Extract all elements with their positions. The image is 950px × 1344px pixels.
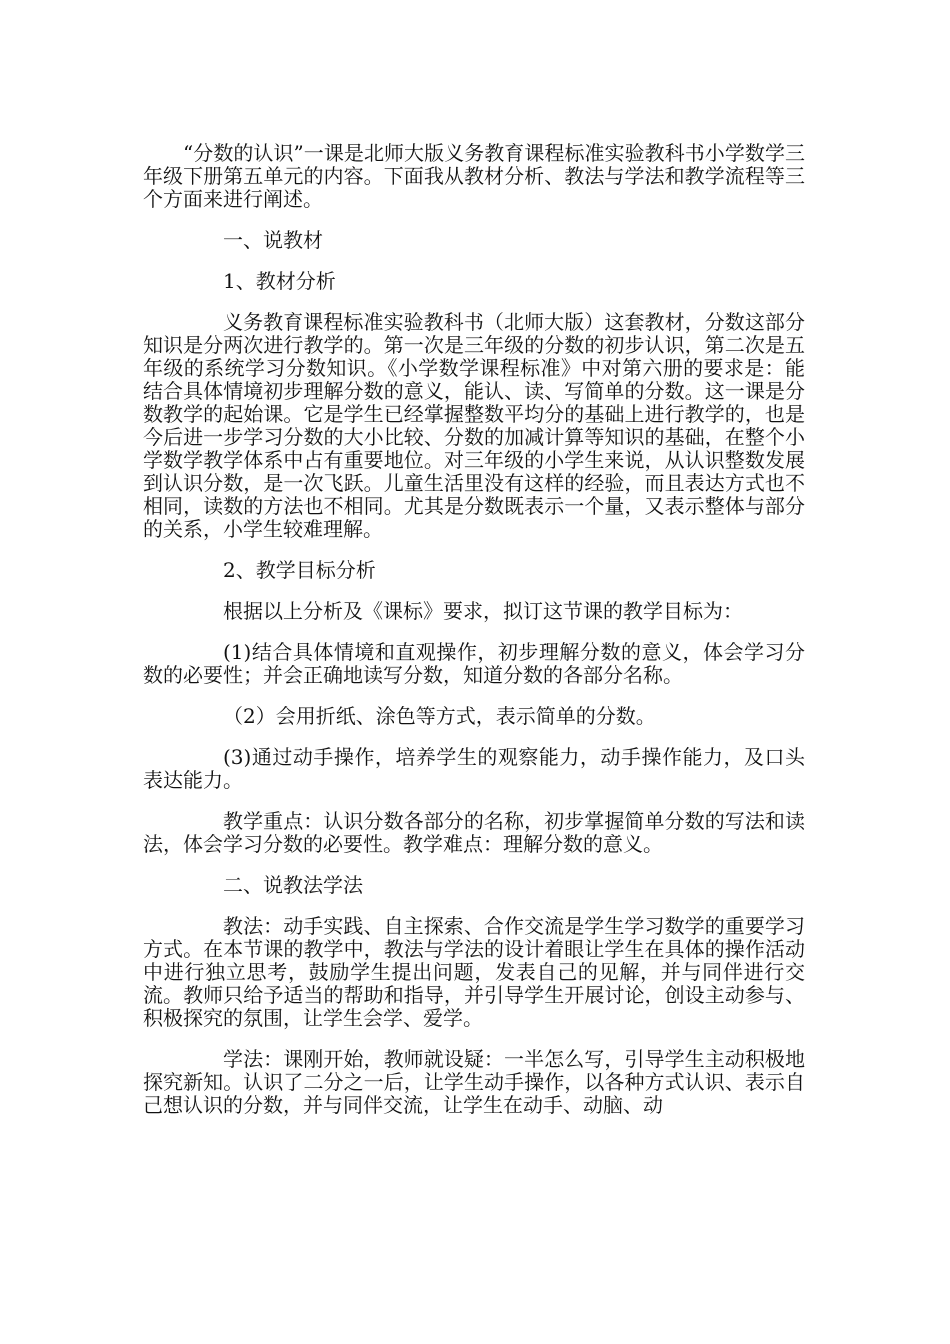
subheading-textbook-analysis: 1、教材分析 xyxy=(223,269,336,293)
document-body xyxy=(143,142,805,1135)
goal-1-paragraph: (1)结合具体情境和直观操作，初步理解分数的意义，体会学习分数的必要性；并会正确地读写分数，知道分数的各部分名称。 xyxy=(143,640,805,687)
goal-3-paragraph: (3)通过动手操作，培养学生的观察能力，动手操作能力，及口头表达能力。 xyxy=(143,745,805,792)
goal-2-paragraph: （2）会用折纸、涂色等方式，表示简单的分数。 xyxy=(223,704,656,728)
teaching-method-paragraph: 教法：动手实践、自主探索、合作交流是学生学习数学的重要学习方式。在本节课的教学中，教法与学法的设计着眼让学生在具体的操作活动中进行独立思考，鼓励学生提出问题，发表自己的见解，并与同伴进行交流。教师只给予适当的帮助和指导，并引导学生开展讨论，创设主动参与、积极探究的氛围，让学生会学、爱学。 xyxy=(143,914,805,1030)
section-heading-textbook: 一、说教材 xyxy=(223,228,323,252)
goals-intro-paragraph: 根据以上分析及《课标》要求，拟订这节课的教学目标为： xyxy=(223,599,743,623)
intro-paragraph: “分数的认识”一课是北师大版义务教育课程标准实验教科书小学数学三年级下册第五单元的内容。下面我从教材分析、教法与学法和教学流程等三个方面来进行阐述。 xyxy=(143,141,805,211)
subheading-goals-analysis: 2、教学目标分析 xyxy=(223,558,376,582)
key-points-paragraph: 教学重点：认识分数各部分的名称，初步掌握简单分数的写法和读法，体会学习分数的必要性。教学难点：理解分数的意义。 xyxy=(143,809,805,856)
learning-method-paragraph: 学法：课刚开始，教师就设疑：一半怎么写，引导学生主动积极地探究新知。认识了二分之一后，让学生动手操作，以各种方式认识、表示自己想认识的分数，并与同伴交流，让学生在动手、动脑、动 xyxy=(143,1047,805,1117)
section-heading-methods: 二、说教法学法 xyxy=(223,873,363,897)
textbook-analysis-paragraph: 义务教育课程标准实验教科书（北师大版）这套教材，分数这部分知识是分两次进行教学的。第一次是三年级的分数的初步认识，第二次是五年级的系统学习分数知识。《小学数学课程标准》中对第六册的要求是：能结合具体情境初步理解分数的意义，能认、读、写简单的分数。这一课是分数教学的起始课。它是学生已经掌握整数平均分的基础上进行教学的，也是今后进一步学习分数的大小比较、分数的加减计算等知识的基础，在整个小学数学教学体系中占有重要地位。对三年级的小学生来说，从认识整数发展到认识分数，是一次飞跃。儿童生活里没有这样的经验，而且表达方式也不相同，读数的方法也不相同。尤其是分数既表示一个量，又表示整体与部分的关系，小学生较难理解。 xyxy=(143,310,805,541)
